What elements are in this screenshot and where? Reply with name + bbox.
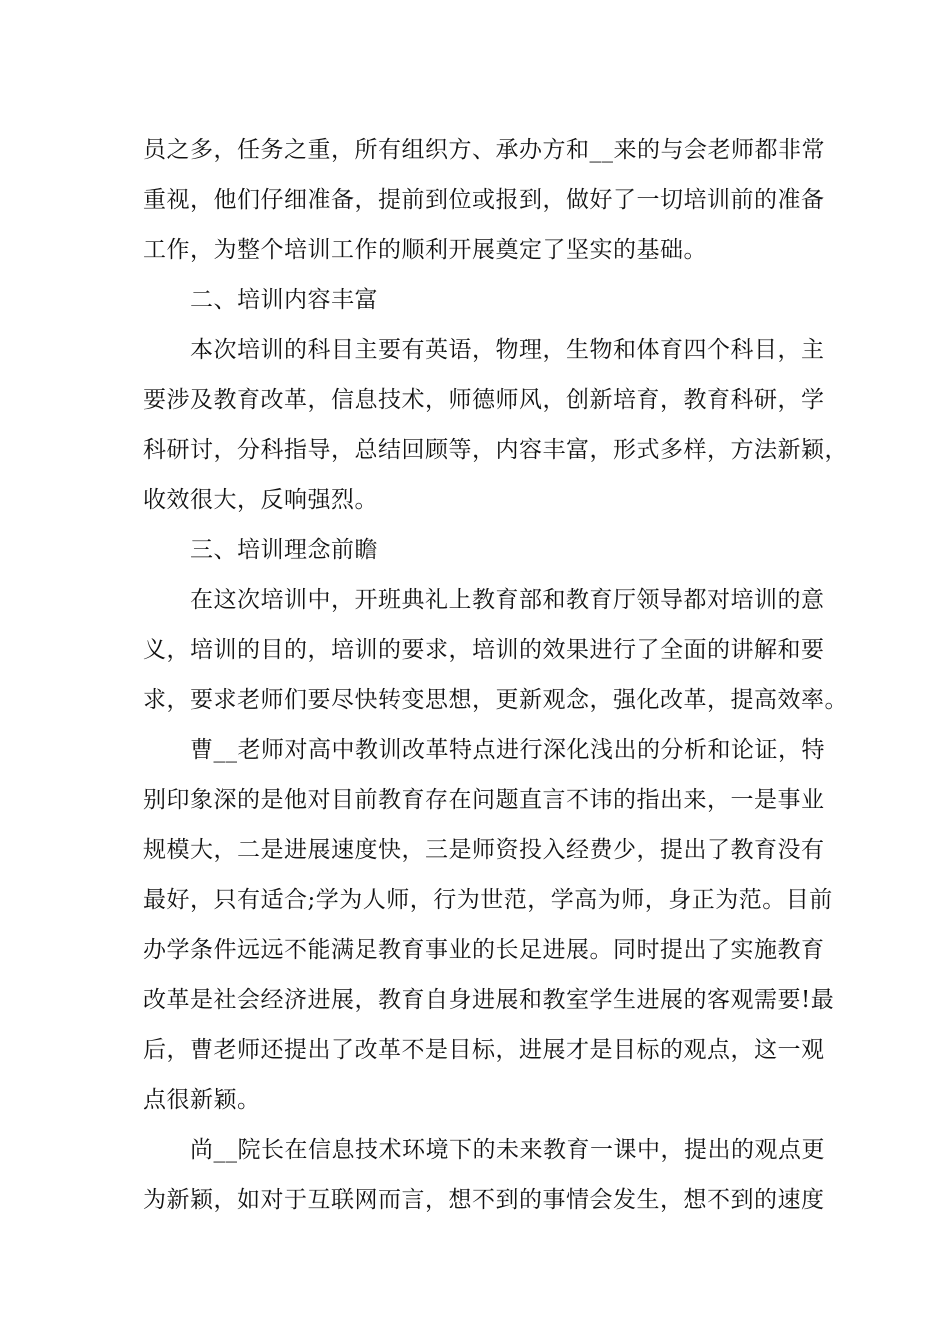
- text-line: 在这次培训中，开班典礼上教育部和教育厅领导都对培训的意: [190, 587, 825, 613]
- text-line: 求，要求老师们要尽快转变思想，更新观念，强化改革，提高效率。: [143, 687, 848, 713]
- text-line: 后，曹老师还提出了改革不是目标，进展才是目标的观点，这一观: [143, 1037, 825, 1063]
- text-line: 重视，他们仔细准备，提前到位或报到，做好了一切培训前的准备: [143, 187, 825, 213]
- text-line: 员之多，任务之重，所有组织方、承办方和__来的与会老师都非常: [143, 137, 825, 163]
- text-line: 曹__老师对高中教训改革特点进行深化浅出的分析和论证，特: [190, 737, 825, 763]
- text-line: 最好，只有适合;学为人师，行为世范，学高为师，身正为范。目前: [143, 887, 833, 913]
- text-line: 本次培训的科目主要有英语，物理，生物和体育四个科目，主: [190, 337, 825, 363]
- text-line: 科研讨，分科指导，总结回顾等，内容丰富，形式多样，方法新颖，: [143, 437, 848, 463]
- text-line: 义，培训的目的，培训的要求，培训的效果进行了全面的讲解和要: [143, 637, 825, 663]
- text-line: 点很新颖。: [143, 1087, 261, 1113]
- section-heading: 三、培训理念前瞻: [190, 537, 378, 563]
- text-line: 办学条件远远不能满足教育事业的长足进展。同时提出了实施教育: [143, 937, 825, 963]
- text-line: 工作，为整个培训工作的顺利开展奠定了坚实的基础。: [143, 237, 707, 263]
- text-line: 要涉及教育改革，信息技术，师德师风，创新培育，教育科研，学: [143, 387, 825, 413]
- text-line: 收效很大，反响强烈。: [143, 487, 378, 513]
- text-line: 别印象深的是他对目前教育存在问题直言不讳的指出来，一是事业: [143, 787, 825, 813]
- section-heading: 二、培训内容丰富: [190, 287, 378, 313]
- text-line: 规模大，二是进展速度快，三是师资投入经费少，提出了教育没有: [143, 837, 825, 863]
- text-line: 为新颖，如对于互联网而言，想不到的事情会发生，想不到的速度: [143, 1187, 825, 1213]
- text-line: 改革是社会经济进展，教育自身进展和教室学生进展的客观需要!最: [143, 987, 835, 1013]
- text-line: 尚__院长在信息技术环境下的未来教育一课中，提出的观点更: [190, 1137, 825, 1163]
